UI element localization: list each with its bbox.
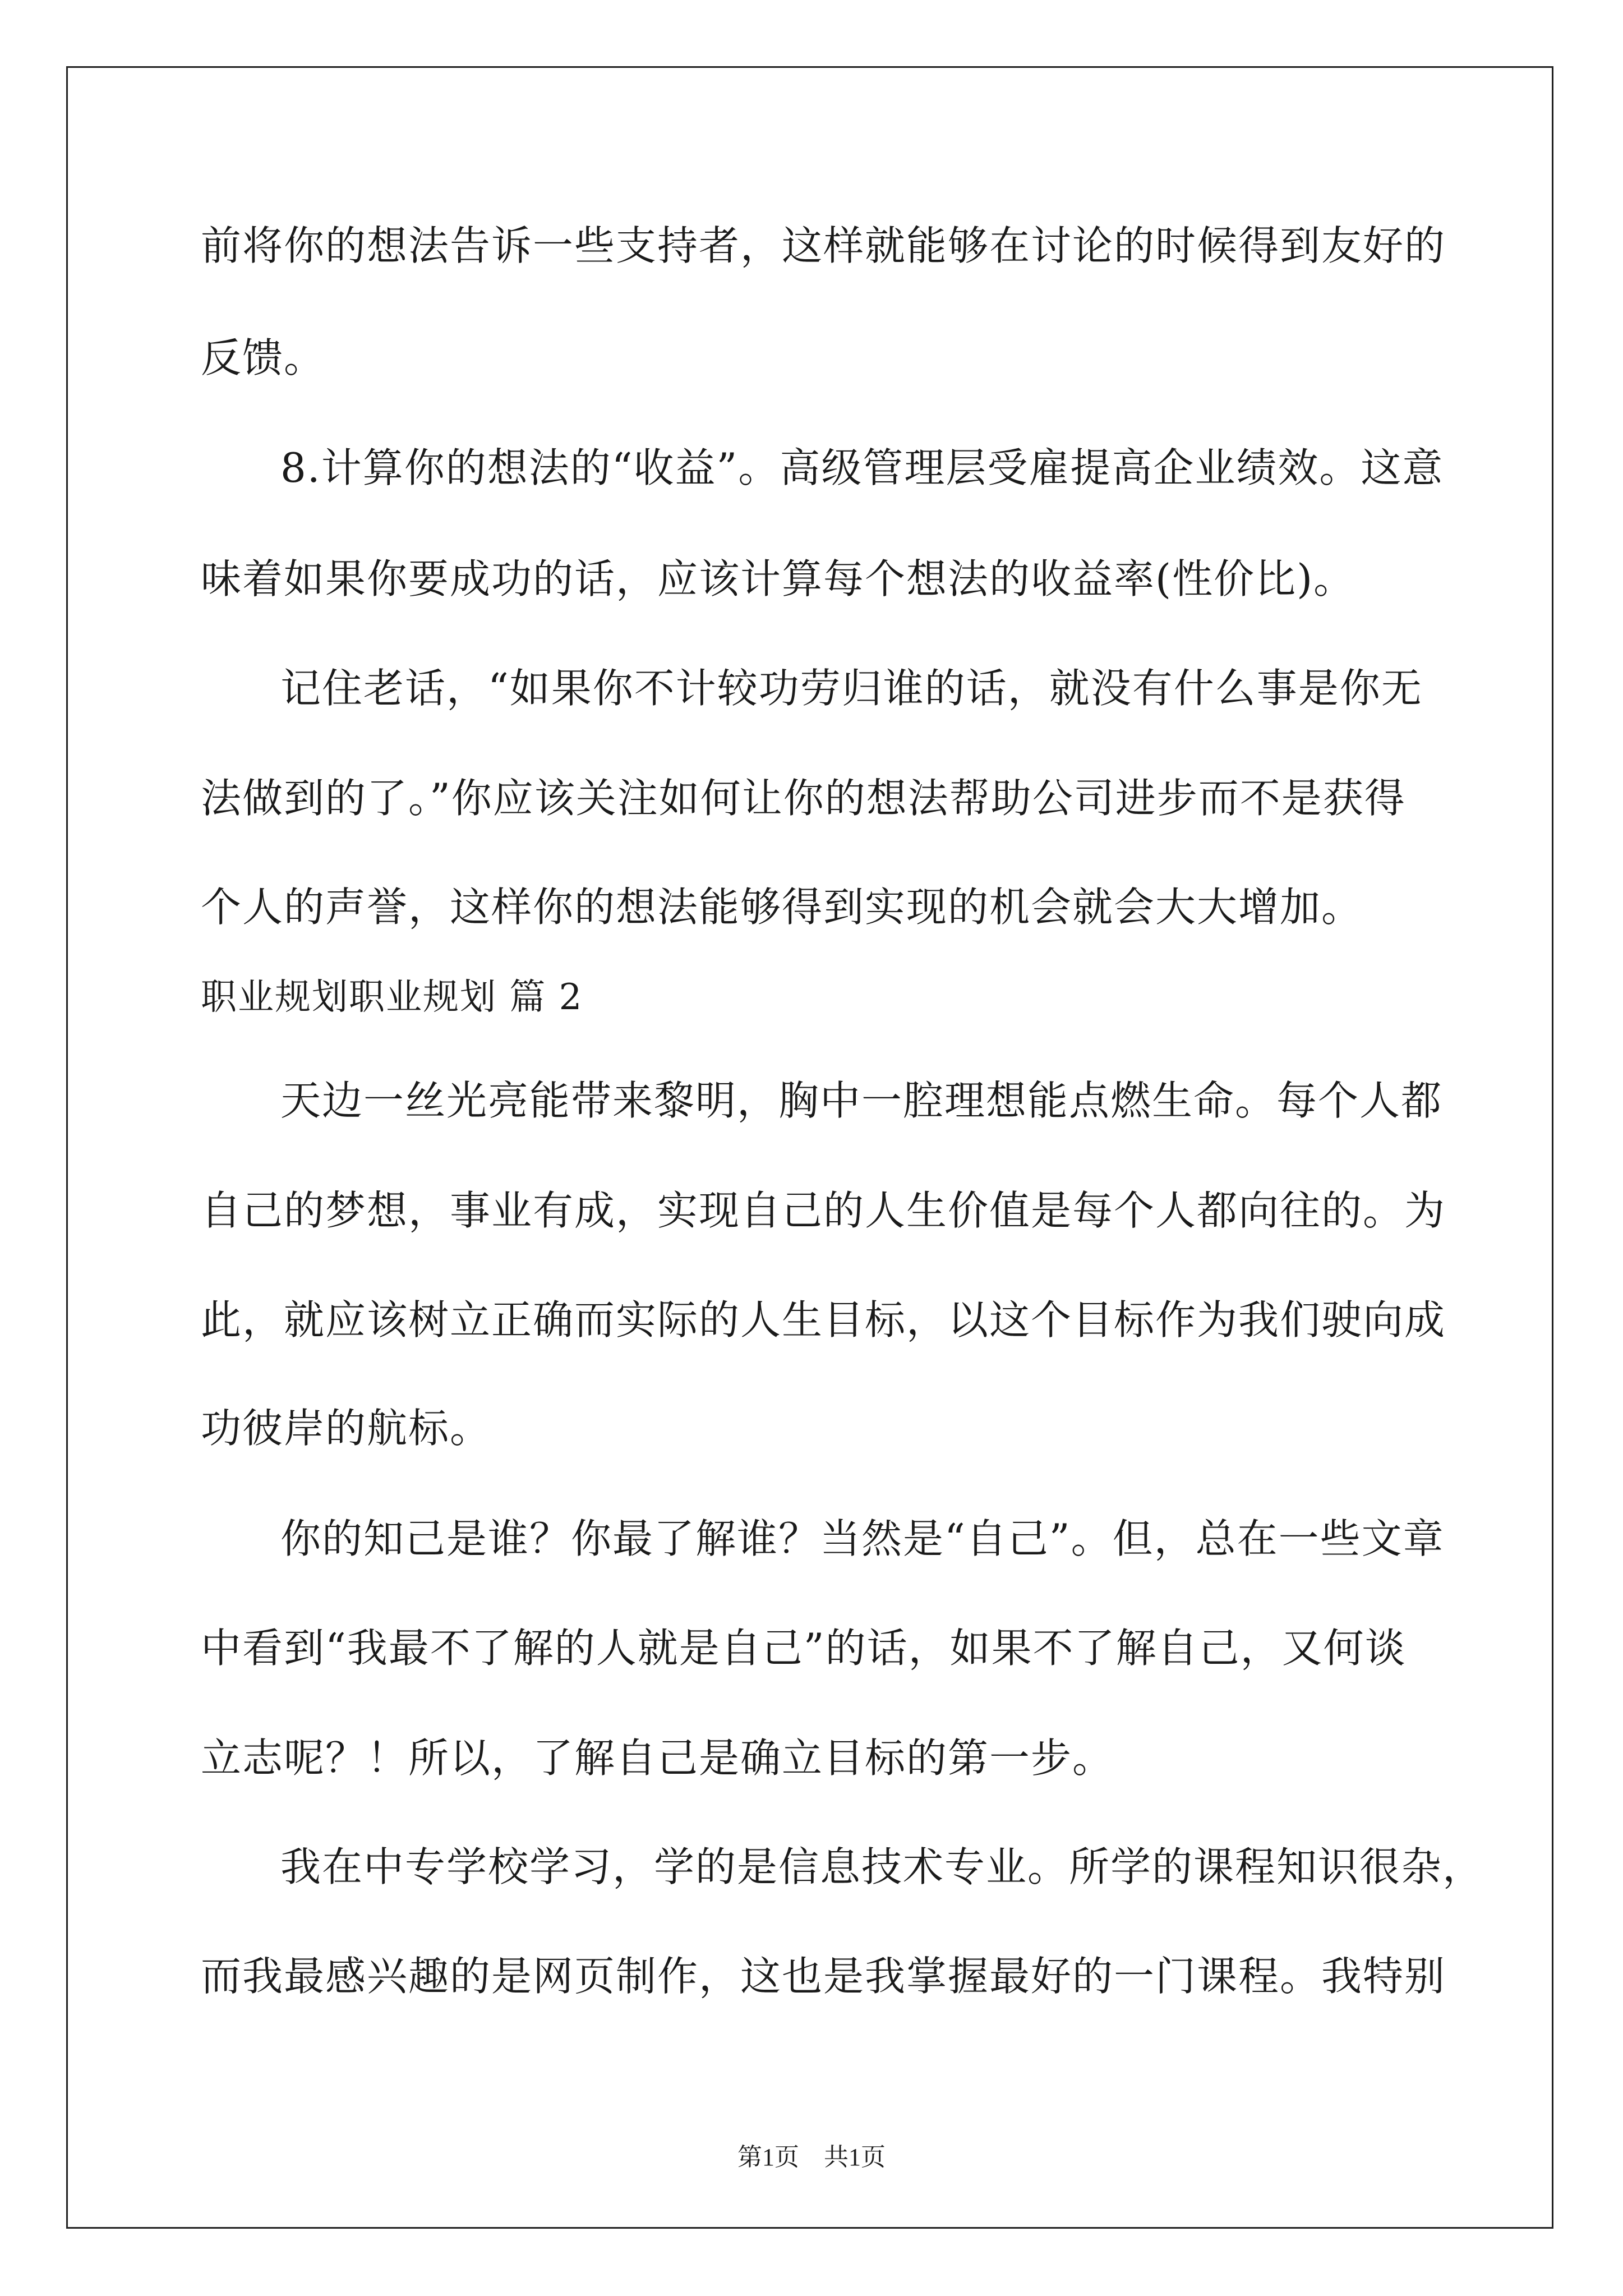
text-line: 前将你的想法告诉一些支持者，这样就能够在讨论的时候得到友好的: [201, 222, 1446, 269]
text-line: 而我最感兴趣的是网页制作，这也是我掌握最好的一门课程。我特别: [201, 1953, 1446, 2000]
text-line: 我在中专学校学习，学的是信息技术专业。所学的课程知识很杂，: [280, 1843, 1484, 1890]
section-heading: 职业规划职业规划 篇 2: [201, 977, 583, 1018]
text-line: 法做到的了。”你应该关注如何让你的想法帮助公司进步而不是获得: [201, 775, 1406, 822]
text-line: 自己的梦想，事业有成，实现自己的人生价值是每个人都向往的。为: [201, 1187, 1446, 1234]
page-border: [66, 66, 1553, 2229]
text-line: 天边一丝光亮能带来黎明，胸中一腔理想能点燃生命。每个人都: [280, 1077, 1443, 1124]
text-line: 中看到“我最不了解的人就是自己”的话，如果不了解自己，又何谈: [201, 1625, 1407, 1672]
text-line: 你的知己是谁？你最了解谁？当然是“自己”。但，总在一些文章: [280, 1515, 1445, 1562]
text-line: 个人的声誉，这样你的想法能够得到实现的机会就会大大增加。: [201, 884, 1363, 931]
text-line: 反馈。: [201, 334, 326, 381]
page-footer: 第1页 共1页: [737, 2143, 886, 2171]
text-line: 记住老话，“如果你不计较功劳归谁的话，就没有什么事是你无: [280, 665, 1423, 712]
text-line: 立志呢？！所以，了解自己是确立目标的第一步。: [201, 1734, 1114, 1782]
text-line: 功彼岸的航标。: [201, 1405, 492, 1452]
text-line: 8.计算你的想法的“收益”。高级管理层受雇提高企业绩效。这意: [280, 444, 1444, 491]
text-line: 此，就应该树立正确而实际的人生目标，以这个目标作为我们驶向成: [201, 1296, 1446, 1343]
text-line: 味着如果你要成功的话，应该计算每个想法的收益率(性价比)。: [201, 555, 1355, 602]
